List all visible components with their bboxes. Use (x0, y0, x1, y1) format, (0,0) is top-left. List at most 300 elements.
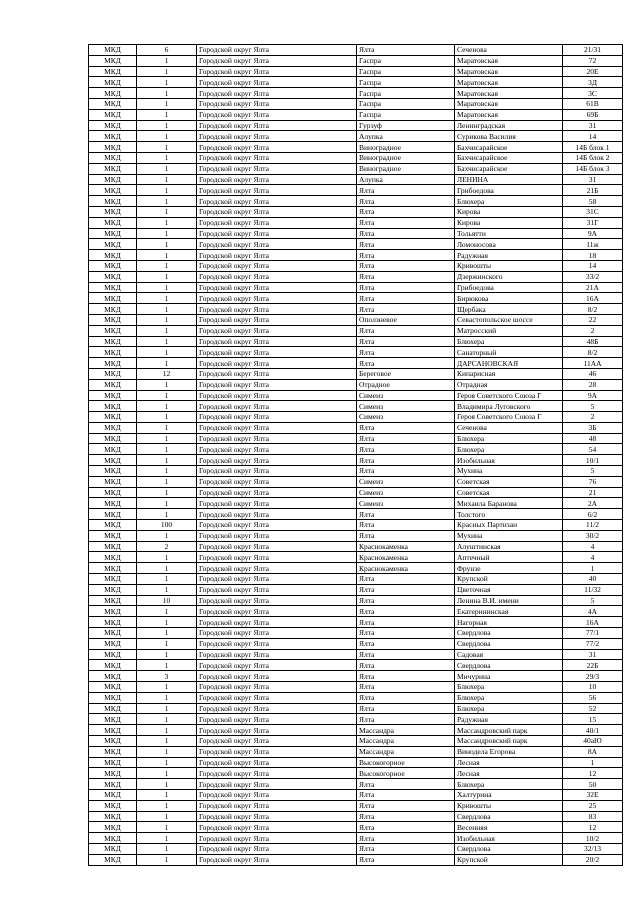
building-type-cell: МКД (89, 260, 137, 271)
count-cell: 1 (137, 250, 197, 261)
table-row (89, 854, 623, 865)
house-number-cell: 54 (563, 444, 623, 455)
house-number-cell: 32Е (563, 789, 623, 800)
table-row (89, 541, 623, 552)
table-row (89, 88, 623, 99)
locality-cell: Ялта (357, 703, 455, 714)
locality-cell: Массандра (357, 736, 455, 747)
locality-cell: Высокогорное (357, 757, 455, 768)
district-cell: Городской округ Ялта (197, 196, 357, 207)
house-number-cell: 10/2 (563, 833, 623, 844)
street-cell: Бахчисарайское (455, 152, 563, 163)
street-cell: ДАРСАНОВСКАЯ (455, 358, 563, 369)
count-cell: 1 (137, 336, 197, 347)
street-cell: Свердлова (455, 843, 563, 854)
building-type-cell: МКД (89, 304, 137, 315)
building-type-cell: МКД (89, 692, 137, 703)
locality-cell: Ялта (357, 520, 455, 531)
count-cell: 1 (137, 282, 197, 293)
district-cell: Городской округ Ялта (197, 206, 357, 217)
district-cell: Городской округ Ялта (197, 131, 357, 142)
count-cell: 1 (137, 217, 197, 228)
building-type-cell: МКД (89, 541, 137, 552)
street-cell: Винодела Егорова (455, 746, 563, 757)
street-cell: Матросский (455, 325, 563, 336)
building-type-cell: МКД (89, 120, 137, 131)
house-number-cell: 9А (563, 228, 623, 239)
count-cell: 1 (137, 487, 197, 498)
street-cell: Санаторный (455, 347, 563, 358)
count-cell: 1 (137, 412, 197, 423)
building-type-cell: МКД (89, 563, 137, 574)
locality-cell: Ялта (357, 228, 455, 239)
house-number-cell: 31 (563, 120, 623, 131)
table-row (89, 174, 623, 185)
locality-cell: Краснокаменка (357, 563, 455, 574)
table-row (89, 206, 623, 217)
locality-cell: Высокогорное (357, 768, 455, 779)
house-number-cell: 2 (563, 412, 623, 423)
building-type-cell: МКД (89, 530, 137, 541)
table-row (89, 466, 623, 477)
locality-cell: Симеиз (357, 401, 455, 412)
table-row (89, 185, 623, 196)
locality-cell: Ялта (357, 660, 455, 671)
locality-cell: Ялта (357, 185, 455, 196)
house-number-cell: 48Б (563, 336, 623, 347)
house-number-cell: 4 (563, 541, 623, 552)
count-cell: 1 (137, 293, 197, 304)
district-cell: Городской округ Ялта (197, 282, 357, 293)
locality-cell: Оползневое (357, 314, 455, 325)
table-row (89, 530, 623, 541)
count-cell: 1 (137, 142, 197, 153)
address-table-body (89, 45, 623, 866)
house-number-cell: 21 (563, 487, 623, 498)
house-number-cell: 14 (563, 260, 623, 271)
table-row (89, 390, 623, 401)
district-cell: Городской округ Ялта (197, 455, 357, 466)
district-cell: Городской округ Ялта (197, 714, 357, 725)
street-cell: Грибоедова (455, 185, 563, 196)
locality-cell: Краснокаменка (357, 541, 455, 552)
district-cell: Городской округ Ялта (197, 779, 357, 790)
locality-cell: Гаспра (357, 66, 455, 77)
count-cell: 1 (137, 649, 197, 660)
locality-cell: Ялта (357, 455, 455, 466)
count-cell: 1 (137, 314, 197, 325)
district-cell: Городской округ Ялта (197, 45, 357, 56)
table-row (89, 595, 623, 606)
count-cell: 1 (137, 703, 197, 714)
house-number-cell: 6/2 (563, 509, 623, 520)
street-cell: Радужная (455, 250, 563, 261)
house-number-cell: 14 (563, 131, 623, 142)
building-type-cell: МКД (89, 649, 137, 660)
building-type-cell: МКД (89, 98, 137, 109)
street-cell: Радужная (455, 714, 563, 725)
table-row (89, 649, 623, 660)
district-cell: Городской округ Ялта (197, 422, 357, 433)
building-type-cell: МКД (89, 725, 137, 736)
building-type-cell: МКД (89, 584, 137, 595)
district-cell: Городской округ Ялта (197, 595, 357, 606)
locality-cell: Гаспра (357, 88, 455, 99)
locality-cell: Ялта (357, 250, 455, 261)
table-row (89, 347, 623, 358)
table-row (89, 336, 623, 347)
building-type-cell: МКД (89, 77, 137, 88)
house-number-cell: 77/2 (563, 638, 623, 649)
street-cell: Маратовская (455, 55, 563, 66)
table-row (89, 638, 623, 649)
locality-cell: Ялта (357, 692, 455, 703)
table-row (89, 671, 623, 682)
locality-cell: Ялта (357, 854, 455, 865)
district-cell: Городской округ Ялта (197, 789, 357, 800)
house-number-cell: 8А (563, 746, 623, 757)
count-cell: 1 (137, 476, 197, 487)
building-type-cell: МКД (89, 789, 137, 800)
building-type-cell: МКД (89, 368, 137, 379)
street-cell: Свердлова (455, 660, 563, 671)
district-cell: Городской округ Ялта (197, 509, 357, 520)
count-cell: 1 (137, 109, 197, 120)
locality-cell: Ялта (357, 217, 455, 228)
house-number-cell: 22Б (563, 660, 623, 671)
locality-cell: Гурзуф (357, 120, 455, 131)
district-cell: Городской округ Ялта (197, 736, 357, 747)
building-type-cell: МКД (89, 606, 137, 617)
locality-cell: Ялта (357, 358, 455, 369)
locality-cell: Виноградное (357, 163, 455, 174)
building-type-cell: МКД (89, 768, 137, 779)
district-cell: Городской округ Ялта (197, 703, 357, 714)
table-row (89, 45, 623, 56)
locality-cell: Виноградное (357, 142, 455, 153)
house-number-cell: 30/2 (563, 530, 623, 541)
locality-cell: Ялта (357, 530, 455, 541)
table-row (89, 660, 623, 671)
street-cell: Блюхера (455, 433, 563, 444)
table-row (89, 228, 623, 239)
street-cell: Героя Советского Союза Г (455, 412, 563, 423)
count-cell: 1 (137, 800, 197, 811)
locality-cell: Гаспра (357, 98, 455, 109)
street-cell: Блюхера (455, 692, 563, 703)
house-number-cell: 32/13 (563, 843, 623, 854)
street-cell: Садовая (455, 649, 563, 660)
table-row (89, 98, 623, 109)
table-row (89, 476, 623, 487)
count-cell: 1 (137, 466, 197, 477)
count-cell: 1 (137, 530, 197, 541)
table-row (89, 455, 623, 466)
count-cell: 1 (137, 228, 197, 239)
table-row (89, 833, 623, 844)
table-row (89, 109, 623, 120)
locality-cell: Ялта (357, 45, 455, 56)
building-type-cell: МКД (89, 746, 137, 757)
district-cell: Городской округ Ялта (197, 412, 357, 423)
street-cell: Толстого (455, 509, 563, 520)
locality-cell: Ялта (357, 779, 455, 790)
count-cell: 1 (137, 260, 197, 271)
district-cell: Городской округ Ялта (197, 433, 357, 444)
count-cell: 1 (137, 779, 197, 790)
district-cell: Городской округ Ялта (197, 304, 357, 315)
table-row (89, 746, 623, 757)
table-row (89, 196, 623, 207)
locality-cell: Ялта (357, 671, 455, 682)
street-cell: Мичурина (455, 671, 563, 682)
street-cell: Героя Советского Союза Г (455, 390, 563, 401)
table-row (89, 401, 623, 412)
house-number-cell: 10/1 (563, 455, 623, 466)
house-number-cell: 21/31 (563, 45, 623, 56)
building-type-cell: МКД (89, 444, 137, 455)
locality-cell: Ялта (357, 822, 455, 833)
building-type-cell: МКД (89, 131, 137, 142)
street-cell: Ленинградская (455, 120, 563, 131)
building-type-cell: МКД (89, 757, 137, 768)
table-row (89, 487, 623, 498)
street-cell: Халтурина (455, 789, 563, 800)
building-type-cell: МКД (89, 152, 137, 163)
street-cell: Крупской (455, 854, 563, 865)
building-type-cell: МКД (89, 854, 137, 865)
table-row (89, 368, 623, 379)
building-type-cell: МКД (89, 196, 137, 207)
house-number-cell: 56 (563, 692, 623, 703)
count-cell: 1 (137, 584, 197, 595)
district-cell: Городской округ Ялта (197, 811, 357, 822)
street-cell: Маратовская (455, 66, 563, 77)
house-number-cell: 16А (563, 617, 623, 628)
locality-cell: Ялта (357, 789, 455, 800)
locality-cell: Виноградное (357, 152, 455, 163)
count-cell: 1 (137, 422, 197, 433)
district-cell: Городской округ Ялта (197, 88, 357, 99)
table-row (89, 552, 623, 563)
building-type-cell: МКД (89, 617, 137, 628)
count-cell: 1 (137, 88, 197, 99)
building-type-cell: МКД (89, 282, 137, 293)
count-cell: 1 (137, 55, 197, 66)
house-number-cell: 11/2 (563, 520, 623, 531)
house-number-cell: 83 (563, 811, 623, 822)
building-type-cell: МКД (89, 401, 137, 412)
count-cell: 1 (137, 746, 197, 757)
table-row (89, 163, 623, 174)
locality-cell: Ялта (357, 336, 455, 347)
building-type-cell: МКД (89, 595, 137, 606)
count-cell: 1 (137, 811, 197, 822)
building-type-cell: МКД (89, 822, 137, 833)
locality-cell: Ялта (357, 606, 455, 617)
district-cell: Городской округ Ялта (197, 563, 357, 574)
district-cell: Городской округ Ялта (197, 239, 357, 250)
table-row (89, 412, 623, 423)
count-cell: 1 (137, 660, 197, 671)
count-cell: 1 (137, 498, 197, 509)
street-cell: Тольятти (455, 228, 563, 239)
district-cell: Городской округ Ялта (197, 541, 357, 552)
district-cell: Городской округ Ялта (197, 725, 357, 736)
house-number-cell: 25 (563, 800, 623, 811)
table-row (89, 217, 623, 228)
building-type-cell: МКД (89, 358, 137, 369)
house-number-cell: 3Д (563, 77, 623, 88)
table-row (89, 692, 623, 703)
house-number-cell: 14Б блок 1 (563, 142, 623, 153)
street-cell: Массандровский парк (455, 725, 563, 736)
building-type-cell: МКД (89, 811, 137, 822)
district-cell: Городской округ Ялта (197, 757, 357, 768)
table-row (89, 714, 623, 725)
street-cell: Лесная (455, 768, 563, 779)
street-cell: Маратовская (455, 98, 563, 109)
building-type-cell: МКД (89, 109, 137, 120)
count-cell: 1 (137, 682, 197, 693)
count-cell: 1 (137, 606, 197, 617)
building-type-cell: МКД (89, 487, 137, 498)
building-type-cell: МКД (89, 574, 137, 585)
house-number-cell: 12 (563, 822, 623, 833)
table-row (89, 563, 623, 574)
locality-cell: Ялта (357, 239, 455, 250)
street-cell: Бирюкова (455, 293, 563, 304)
locality-cell: Гаспра (357, 55, 455, 66)
locality-cell: Ялта (357, 617, 455, 628)
district-cell: Городской округ Ялта (197, 152, 357, 163)
district-cell: Городской округ Ялта (197, 314, 357, 325)
house-number-cell: 11/32 (563, 584, 623, 595)
count-cell: 1 (137, 563, 197, 574)
house-number-cell: 28 (563, 379, 623, 390)
district-cell: Городской округ Ялта (197, 109, 357, 120)
table-row (89, 358, 623, 369)
building-type-cell: МКД (89, 714, 137, 725)
street-cell: Бахчисарайское (455, 163, 563, 174)
count-cell: 1 (137, 757, 197, 768)
house-number-cell: 52 (563, 703, 623, 714)
count-cell: 1 (137, 401, 197, 412)
building-type-cell: МКД (89, 228, 137, 239)
district-cell: Городской округ Ялта (197, 185, 357, 196)
street-cell: Лесная (455, 757, 563, 768)
house-number-cell: 77/1 (563, 628, 623, 639)
district-cell: Городской округ Ялта (197, 606, 357, 617)
house-number-cell: 5 (563, 466, 623, 477)
street-cell: Михаила Баранова (455, 498, 563, 509)
locality-cell: Гаспра (357, 109, 455, 120)
count-cell: 1 (137, 789, 197, 800)
count-cell: 1 (137, 628, 197, 639)
district-cell: Городской округ Ялта (197, 77, 357, 88)
count-cell: 1 (137, 239, 197, 250)
building-type-cell: МКД (89, 45, 137, 56)
table-row (89, 422, 623, 433)
table-row (89, 444, 623, 455)
house-number-cell: 72 (563, 55, 623, 66)
street-cell: Кривошты (455, 260, 563, 271)
building-type-cell: МКД (89, 185, 137, 196)
table-row (89, 789, 623, 800)
district-cell: Городской округ Ялта (197, 822, 357, 833)
locality-cell: Ялта (357, 466, 455, 477)
locality-cell: Ялта (357, 714, 455, 725)
building-type-cell: МКД (89, 142, 137, 153)
district-cell: Городской округ Ялта (197, 552, 357, 563)
street-cell: Сеченова (455, 422, 563, 433)
house-number-cell: 46 (563, 368, 623, 379)
house-number-cell: 40 (563, 574, 623, 585)
house-number-cell: 21А (563, 282, 623, 293)
building-type-cell: МКД (89, 703, 137, 714)
count-cell: 1 (137, 768, 197, 779)
street-cell: Свердлова (455, 628, 563, 639)
table-row (89, 606, 623, 617)
count-cell: 1 (137, 617, 197, 628)
table-row (89, 584, 623, 595)
district-cell: Городской округ Ялта (197, 260, 357, 271)
building-type-cell: МКД (89, 347, 137, 358)
count-cell: 1 (137, 509, 197, 520)
district-cell: Городской округ Ялта (197, 746, 357, 757)
locality-cell: Ялта (357, 574, 455, 585)
street-cell: Весенняя (455, 822, 563, 833)
locality-cell: Ялта (357, 509, 455, 520)
locality-cell: Ялта (357, 206, 455, 217)
building-type-cell: МКД (89, 833, 137, 844)
house-number-cell: 3Б (563, 422, 623, 433)
building-type-cell: МКД (89, 466, 137, 477)
street-cell: Крупской (455, 574, 563, 585)
locality-cell: Ялта (357, 347, 455, 358)
house-number-cell: 31 (563, 174, 623, 185)
district-cell: Городской округ Ялта (197, 638, 357, 649)
table-row (89, 725, 623, 736)
district-cell: Городской округ Ялта (197, 476, 357, 487)
street-cell: Мухина (455, 530, 563, 541)
street-cell: Свердлова (455, 638, 563, 649)
house-number-cell: 10 (563, 682, 623, 693)
street-cell: Бахчисарайское (455, 142, 563, 153)
locality-cell: Ялта (357, 628, 455, 639)
building-type-cell: МКД (89, 628, 137, 639)
table-row (89, 617, 623, 628)
street-cell: Дзержинского (455, 271, 563, 282)
district-cell: Городской округ Ялта (197, 390, 357, 401)
building-type-cell: МКД (89, 314, 137, 325)
street-cell: Сеченова (455, 45, 563, 56)
street-cell: Блюхера (455, 779, 563, 790)
house-number-cell: 4А (563, 606, 623, 617)
district-cell: Городской округ Ялта (197, 401, 357, 412)
count-cell: 1 (137, 725, 197, 736)
building-type-cell: МКД (89, 800, 137, 811)
street-cell: Массандровский парк (455, 736, 563, 747)
district-cell: Городской округ Ялта (197, 163, 357, 174)
count-cell: 1 (137, 185, 197, 196)
building-type-cell: МКД (89, 455, 137, 466)
building-type-cell: МКД (89, 250, 137, 261)
count-cell: 1 (137, 444, 197, 455)
street-cell: Владимира Луговского (455, 401, 563, 412)
locality-cell: Береговое (357, 368, 455, 379)
locality-cell: Симеиз (357, 390, 455, 401)
